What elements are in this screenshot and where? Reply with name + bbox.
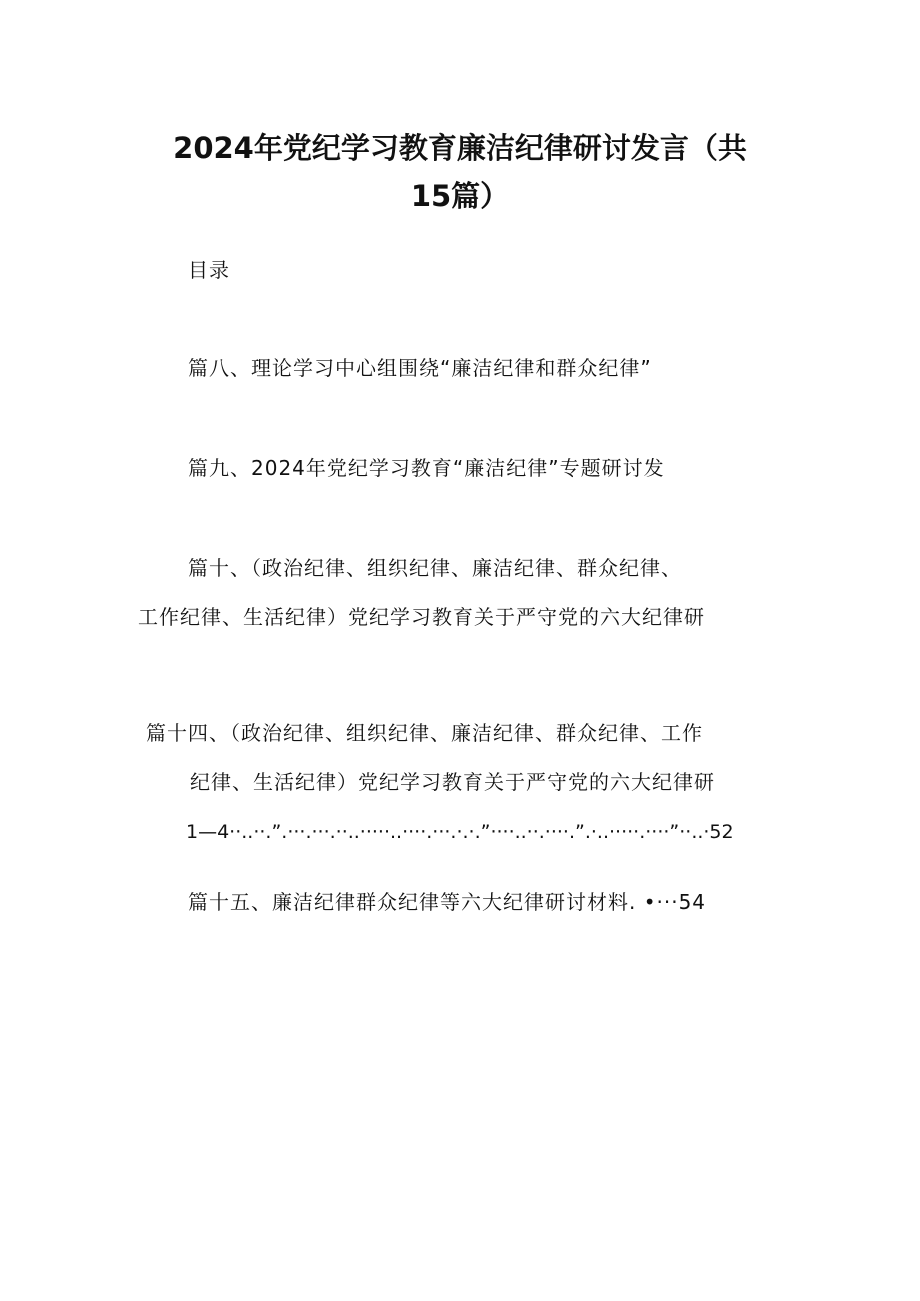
toc-entry-14-line-2: 纪律、生活纪律）党纪学习教育关于严守党的六大纪律研 — [190, 770, 715, 794]
toc-entry-8: 篇八、理论学习中心组围绕“廉洁纪律和群众纪律” — [188, 356, 652, 380]
toc-entry-14-line-1: 篇十四、（政治纪律、组织纪律、廉洁纪律、群众纪律、工作 — [146, 721, 703, 745]
toc-entry-9: 篇九、2024年党纪学习教育“廉洁纪律”专题研讨发 — [188, 456, 665, 480]
toc-entry-15: 篇十五、廉洁纪律群众纪律等六大纪律研讨材料. •···54 — [188, 890, 707, 914]
toc-entry-10-line-1: 篇十、（政治纪律、组织纪律、廉洁纪律、群众纪律、 — [188, 556, 682, 580]
document-title-line-1: 2024年党纪学习教育廉洁纪律研讨发言（共 — [173, 131, 747, 165]
document-title-line-2: 15篇） — [410, 179, 510, 213]
toc-entry-10-line-2: 工作纪律、生活纪律）党纪学习教育关于严守党的六大纪律研 — [138, 605, 705, 629]
toc-entry-14-line-3: 1—4··..··.”.···.···.··..·····..····.···.·.·.”····..··.····.”.·..·····.····”··..·52 — [186, 821, 734, 843]
toc-heading: 目录 — [188, 258, 230, 282]
